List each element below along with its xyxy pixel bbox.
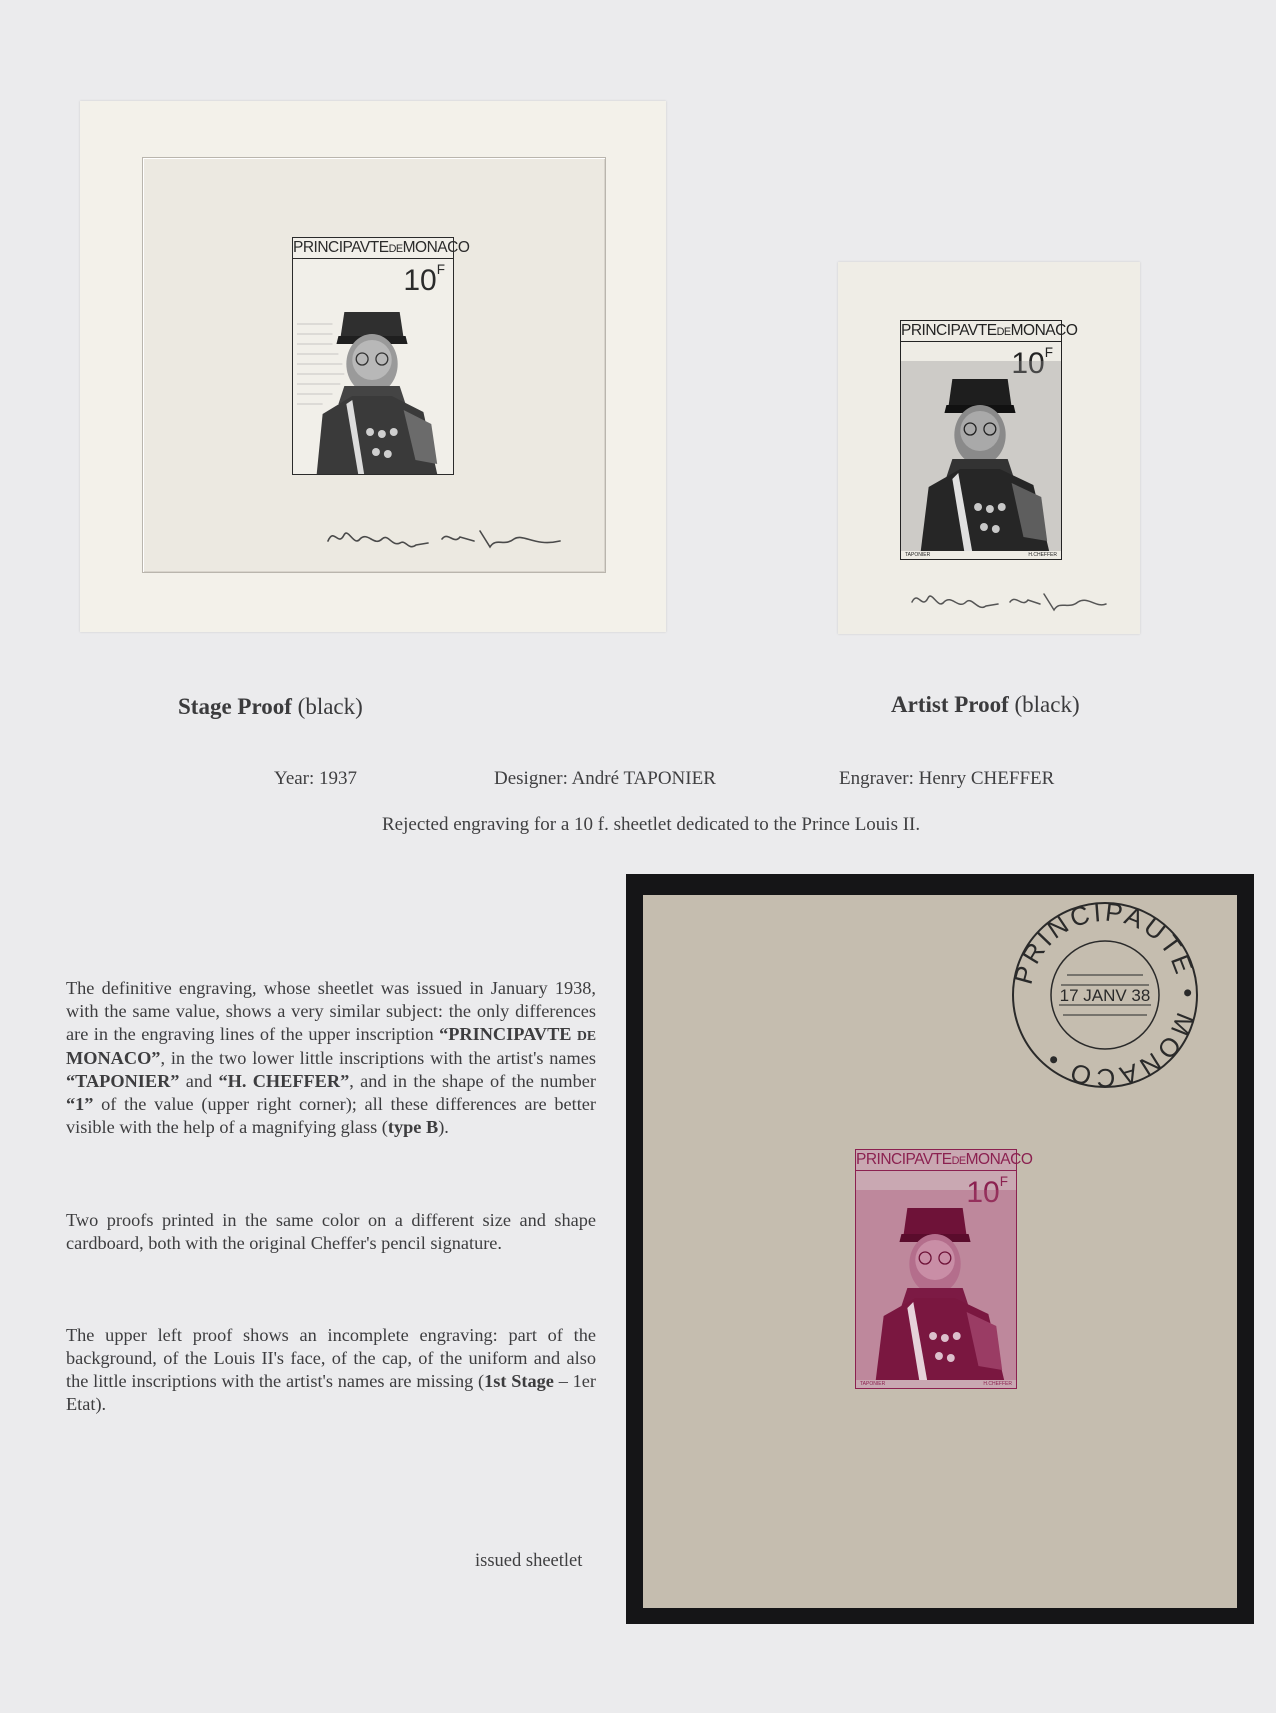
stage-proof-card [80, 101, 666, 632]
issued-sheetlet [626, 874, 1254, 1624]
stamp-country-inscription: PRINCIPAVTEDEMONACO [293, 239, 453, 259]
artist-proof-caption: Artist Proof (black) [891, 692, 1080, 717]
stamp-value: $10^F$ [1011, 345, 1053, 380]
engraver-label: Engraver: Henry CHEFFER [839, 768, 1055, 789]
sheetlet-stamp [855, 1149, 1033, 1389]
svg-text:17 JANV 38: 17 JANV 38 [1059, 986, 1151, 1005]
stamp-value: $10^F$ [403, 262, 445, 297]
artist-proof-card [838, 262, 1140, 634]
stamp-country-inscription: PRINCIPAVTEDEMONACO [901, 322, 1061, 342]
portrait-icon [293, 264, 453, 474]
engraving-note: Rejected engraving for a 10 f. sheetlet dedicated to the Prince Louis II. [382, 814, 921, 835]
issued-sheetlet-label: issued sheetlet [475, 1551, 583, 1571]
designer-label: Designer: André TAPONIER [494, 768, 716, 789]
paragraph-definitive-engraving: The definitive engraving, whose sheetlet was issued in January 1938, with the same value, shows a very similar subject: the only differences are in the engraving lines of the upper inscription “PRINCIPAVTE DE MONACO”, in the two lower little inscriptions with the artist's names “TAPONIER” and “H. CHEFFER”, and in the shape of the number “1” of the value (upper right corner); all these differences are better visible with the help of a magnifying glass (type B). [66, 978, 596, 1137]
svg-text:PRINCIPAUTE • MONACO •: PRINCIPAUTE • MONACO • [1007, 896, 1204, 1094]
stamp-value: $10^F$ [966, 1174, 1008, 1209]
portrait-icon [901, 341, 1061, 551]
stage-proof-stamp [292, 237, 470, 475]
year-label: Year: 1937 [274, 768, 358, 789]
artist-proof-stamp [900, 320, 1078, 560]
stamp-artist-names: TAPONIER H.CHEFFER [860, 1381, 1012, 1387]
portrait-icon [856, 1170, 1016, 1380]
sheetlet-paper [643, 895, 1237, 1608]
paragraph-two-proofs: Two proofs printed in the same color on a different size and shape cardboard, both with the original Cheffer's pencil signature. [66, 1210, 596, 1253]
signature-icon [324, 517, 564, 557]
stamp-country-inscription: PRINCIPAVTEDEMONACO [856, 1151, 1016, 1171]
paragraph-stage-description: The upper left proof shows an incomplete engraving: part of the background, of the Louis II's face, of the cap, of the uniform and also the little inscriptions with the artist's names are missing (1st Stage – 1er Etat). [66, 1325, 596, 1414]
stage-proof-caption: Stage Proof (black) [178, 694, 363, 719]
postmark-icon [1005, 895, 1205, 1095]
signature-icon [908, 582, 1108, 618]
stamp-artist-names: TAPONIER H.CHEFFER [905, 552, 1057, 558]
